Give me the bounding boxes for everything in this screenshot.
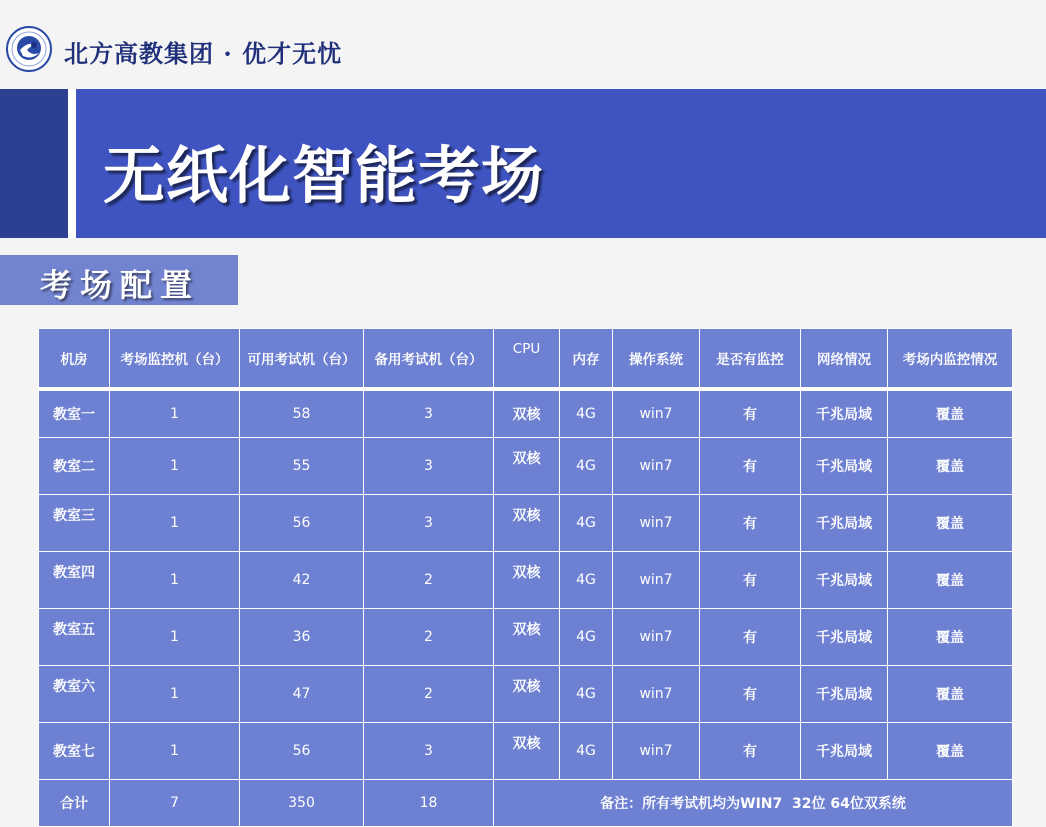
room-name-cell: 教室一 — [39, 389, 110, 438]
column-header: 考场监控机（台） — [110, 329, 240, 390]
network-cell: 千兆局域 — [801, 666, 888, 723]
has-monitor-cell: 有 — [700, 438, 801, 495]
memory-cell: 4G — [560, 609, 613, 666]
spare-count-cell: 2 — [364, 552, 494, 609]
room-name-cell: 教室二 — [39, 438, 110, 495]
cpu-cell: 双核 — [494, 723, 560, 780]
memory-cell: 4G — [560, 552, 613, 609]
has-monitor-cell: 有 — [700, 495, 801, 552]
memory-cell: 4G — [560, 495, 613, 552]
table-row — [39, 723, 1013, 780]
table-row — [39, 389, 1013, 438]
total-spare-cell: 18 — [364, 780, 494, 827]
monitor-count-cell: 1 — [110, 389, 240, 438]
has-monitor-cell: 有 — [700, 723, 801, 780]
coverage-cell: 覆盖 — [888, 389, 1013, 438]
cpu-cell: 双核 — [494, 495, 560, 552]
total-monitor-cell: 7 — [110, 780, 240, 827]
table-row — [39, 438, 1013, 495]
org-name: 北方高教集团 · 优才无忧 — [64, 39, 343, 68]
available-count-cell: 55 — [240, 438, 364, 495]
table-row — [39, 495, 1013, 552]
page-title: 无纸化智能考场 — [103, 139, 545, 212]
coverage-cell: 覆盖 — [888, 666, 1013, 723]
cpu-cell: 双核 — [494, 389, 560, 438]
network-cell: 千兆局域 — [801, 552, 888, 609]
available-count-cell: 42 — [240, 552, 364, 609]
memory-cell: 4G — [560, 389, 613, 438]
os-cell: win7 — [613, 723, 700, 780]
column-header: 机房 — [39, 329, 110, 390]
total-note-cell: 备注：所有考试机均为WIN7 32位 64位双系统 — [494, 780, 1013, 827]
column-header: 考场内监控情况 — [888, 329, 1013, 390]
column-header: 操作系统 — [613, 329, 700, 390]
table-total-row — [39, 780, 1013, 827]
os-cell: win7 — [613, 495, 700, 552]
logo — [6, 26, 52, 72]
coverage-cell: 覆盖 — [888, 609, 1013, 666]
has-monitor-cell: 有 — [700, 666, 801, 723]
spare-count-cell: 2 — [364, 609, 494, 666]
available-count-cell: 58 — [240, 389, 364, 438]
network-cell: 千兆局域 — [801, 389, 888, 438]
column-header: 可用考试机（台） — [240, 329, 364, 390]
network-cell: 千兆局域 — [801, 495, 888, 552]
table-header-row — [39, 329, 1013, 390]
room-name-cell: 教室五 — [39, 609, 110, 666]
has-monitor-cell: 有 — [700, 609, 801, 666]
spare-count-cell: 3 — [364, 495, 494, 552]
total-label-cell: 合计 — [39, 780, 110, 827]
banner-divider — [68, 89, 76, 238]
os-cell: win7 — [613, 389, 700, 438]
network-cell: 千兆局域 — [801, 723, 888, 780]
column-header: 内存 — [560, 329, 613, 390]
column-header: 是否有监控 — [700, 329, 801, 390]
coverage-cell: 覆盖 — [888, 495, 1013, 552]
os-cell: win7 — [613, 552, 700, 609]
spare-count-cell: 2 — [364, 666, 494, 723]
monitor-count-cell: 1 — [110, 666, 240, 723]
monitor-count-cell: 1 — [110, 495, 240, 552]
column-header: 网络情况 — [801, 329, 888, 390]
table-row — [39, 552, 1013, 609]
available-count-cell: 47 — [240, 666, 364, 723]
coverage-cell: 覆盖 — [888, 552, 1013, 609]
column-header: 备用考试机（台） — [364, 329, 494, 390]
os-cell: win7 — [613, 609, 700, 666]
column-header: CPU — [494, 329, 560, 390]
has-monitor-cell: 有 — [700, 389, 801, 438]
memory-cell: 4G — [560, 438, 613, 495]
table-row — [39, 666, 1013, 723]
spare-count-cell: 3 — [364, 389, 494, 438]
room-name-cell: 教室七 — [39, 723, 110, 780]
monitor-count-cell: 1 — [110, 723, 240, 780]
exam-room-config-table — [38, 328, 1013, 827]
network-cell: 千兆局域 — [801, 609, 888, 666]
banner-accent-block — [0, 89, 68, 238]
os-cell: win7 — [613, 666, 700, 723]
cpu-cell: 双核 — [494, 666, 560, 723]
room-name-cell: 教室三 — [39, 495, 110, 552]
os-cell: win7 — [613, 438, 700, 495]
network-cell: 千兆局域 — [801, 438, 888, 495]
has-monitor-cell: 有 — [700, 552, 801, 609]
monitor-count-cell: 1 — [110, 609, 240, 666]
cpu-cell: 双核 — [494, 438, 560, 495]
cpu-cell: 双核 — [494, 552, 560, 609]
room-name-cell: 教室六 — [39, 666, 110, 723]
section-title: 考场配置 — [40, 266, 201, 304]
available-count-cell: 56 — [240, 723, 364, 780]
available-count-cell: 56 — [240, 495, 364, 552]
monitor-count-cell: 1 — [110, 552, 240, 609]
coverage-cell: 覆盖 — [888, 438, 1013, 495]
monitor-count-cell: 1 — [110, 438, 240, 495]
available-count-cell: 36 — [240, 609, 364, 666]
spare-count-cell: 3 — [364, 438, 494, 495]
coverage-cell: 覆盖 — [888, 723, 1013, 780]
cpu-cell: 双核 — [494, 609, 560, 666]
table-row — [39, 609, 1013, 666]
memory-cell: 4G — [560, 666, 613, 723]
spare-count-cell: 3 — [364, 723, 494, 780]
total-available-cell: 350 — [240, 780, 364, 827]
room-name-cell: 教室四 — [39, 552, 110, 609]
memory-cell: 4G — [560, 723, 613, 780]
